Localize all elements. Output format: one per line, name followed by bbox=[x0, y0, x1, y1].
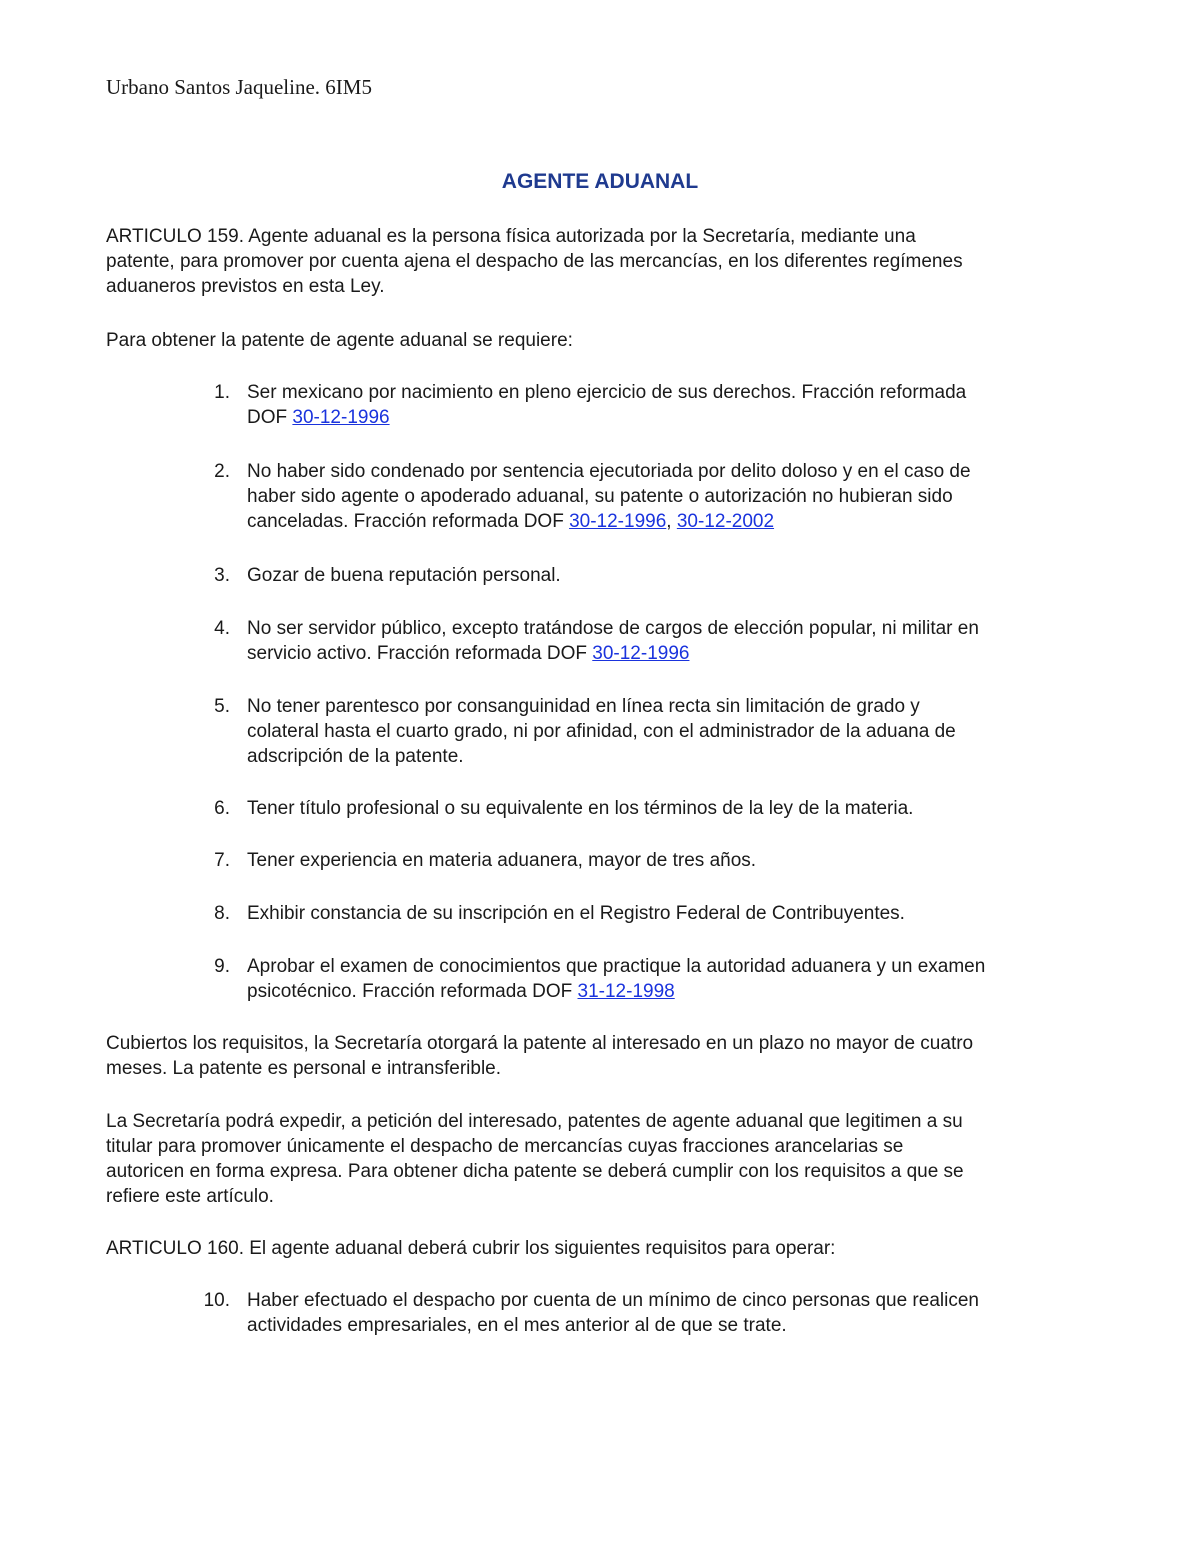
item-line: No tener parentesco por consanguinidad en línea recta sin limitación de grado y bbox=[247, 696, 920, 717]
list-number: 10. bbox=[203, 1290, 230, 1311]
item-line: canceladas. Fracción reformada DOF bbox=[247, 511, 570, 532]
item-line: No haber sido condenado por sentencia ejecutoriada por delito doloso y en el caso de bbox=[247, 461, 971, 482]
paragraph-line: meses. La patente es personal e intransferible. bbox=[106, 1058, 502, 1079]
item-line: actividades empresariales, en el mes anterior al de que se trate. bbox=[247, 1315, 787, 1336]
author-line: Urbano Santos Jaqueline. 6IM5 bbox=[106, 75, 372, 99]
paragraph-line: titular para promover únicamente el despacho de mercancías cuyas fracciones arancelarias se bbox=[106, 1136, 904, 1157]
paragraph-line: patente, para promover por cuenta ajena el despacho de las mercancías, en los diferentes regímenes bbox=[106, 251, 963, 272]
paragraph-line: La Secretaría podrá expedir, a petición del interesado, patentes de agente aduanal que legitimen a su bbox=[106, 1111, 963, 1132]
document-title: AGENTE ADUANAL bbox=[501, 170, 699, 193]
item-line: colateral hasta el cuarto grado, ni por afinidad, con el administrador de la aduana de bbox=[247, 721, 956, 742]
list-number: 7. bbox=[214, 850, 230, 871]
paragraph-line: refiere este artículo. bbox=[106, 1186, 274, 1207]
item-line: Aprobar el examen de conocimientos que practique la autoridad aduanera y un examen bbox=[247, 956, 986, 977]
paragraph-line: autoricen en forma expresa. Para obtener dicha patente se deberá cumplir con los requisitos a que se bbox=[106, 1161, 964, 1182]
paragraph-line: aduaneros previstos en esta Ley. bbox=[106, 276, 385, 297]
requirements-intro: Para obtener la patente de agente aduanal se requiere: bbox=[106, 330, 573, 351]
item-line: psicotécnico. Fracción reformada DOF bbox=[247, 981, 578, 1002]
list-number: 6. bbox=[214, 798, 230, 819]
item-line: DOF bbox=[247, 407, 293, 428]
dof-link[interactable]: 31-12-1998 bbox=[577, 981, 675, 1002]
dof-link[interactable]: 30-12-1996 bbox=[592, 643, 690, 664]
item-line: Exhibir constancia de su inscripción en el Registro Federal de Contribuyentes. bbox=[247, 903, 905, 924]
link-separator: , bbox=[666, 511, 677, 532]
list-number: 1. bbox=[214, 382, 230, 403]
item-line: Tener experiencia en materia aduanera, mayor de tres años. bbox=[247, 850, 757, 871]
item-line: Tener título profesional o su equivalente en los términos de la ley de la materia. bbox=[247, 798, 914, 819]
list-number: 9. bbox=[214, 956, 230, 977]
covered-paragraph bbox=[106, 1031, 1106, 1081]
list-number: 4. bbox=[214, 618, 230, 639]
paragraph-line: ARTICULO 159. Agente aduanal es la persona física autorizada por la Secretaría, mediante una bbox=[106, 226, 916, 247]
paragraph-line: Cubiertos los requisitos, la Secretaría otorgará la patente al interesado en un plazo no mayor de cuatro bbox=[106, 1033, 974, 1054]
item-line: Ser mexicano por nacimiento en pleno ejercicio de sus derechos. Fracción reformada bbox=[247, 382, 967, 403]
item-line: Gozar de buena reputación personal. bbox=[247, 565, 561, 586]
item-line: No ser servidor público, excepto tratándose de cargos de elección popular, ni militar en bbox=[247, 618, 979, 639]
item-line: adscripción de la patente. bbox=[247, 746, 464, 767]
list-number: 3. bbox=[214, 565, 230, 586]
list-number: 2. bbox=[214, 461, 230, 482]
article-159-paragraph bbox=[106, 224, 1106, 299]
item-line: haber sido agente o apoderado aduanal, su patente o autorización no hubieran sido bbox=[247, 486, 953, 507]
dof-link[interactable]: 30-12-2002 bbox=[676, 511, 775, 532]
item-line: servicio activo. Fracción reformada DOF bbox=[247, 643, 593, 664]
article-160-paragraph: ARTICULO 160. El agente aduanal deberá cubrir los siguientes requisitos para operar: bbox=[106, 1238, 836, 1259]
list-number: 8. bbox=[214, 903, 230, 924]
dof-link[interactable]: 30-12-1996 bbox=[569, 511, 667, 532]
secretaria-paragraph bbox=[106, 1109, 1106, 1209]
dof-link[interactable]: 30-12-1996 bbox=[292, 407, 390, 428]
item-line: Haber efectuado el despacho por cuenta de un mínimo de cinco personas que realicen bbox=[247, 1290, 979, 1311]
list-number: 5. bbox=[214, 696, 230, 717]
